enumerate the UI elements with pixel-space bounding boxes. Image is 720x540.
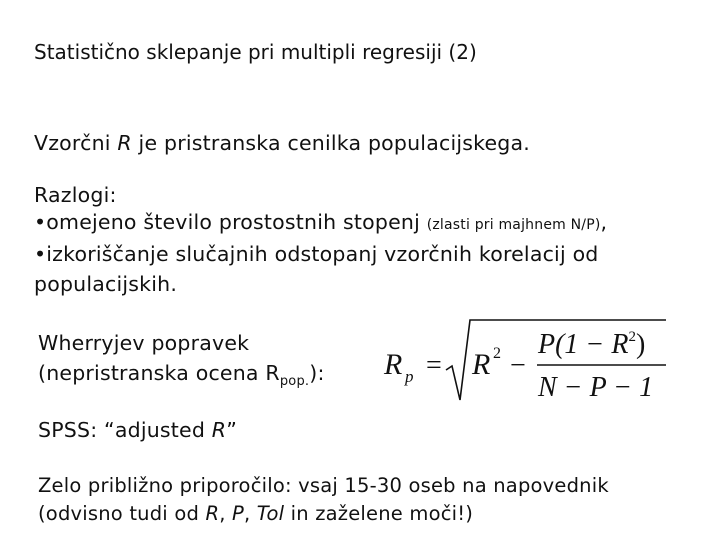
rec-text-2: in zaželene moči!) xyxy=(284,502,474,525)
reason-item-2: •izkoriščanje slučajnih odstopanj vzorčnih korelacij od xyxy=(34,242,599,266)
recommendation-line-2 xyxy=(38,502,473,525)
correction-end: ): xyxy=(309,361,325,385)
formula-denominator: N − P − 1 xyxy=(538,372,654,403)
reasons-heading: Razlogi: xyxy=(34,183,117,207)
correction-subscript: pop. xyxy=(279,374,310,389)
reason-1-note: (zlasti pri majhnem N/P) xyxy=(426,217,601,233)
statement-text-2: je pristranska cenilka populacijskega. xyxy=(131,131,530,155)
correction-text: (nepristranska ocena R xyxy=(38,361,280,385)
statement-var-r: R xyxy=(117,131,132,155)
formula-r2-sq: 2 xyxy=(493,345,501,362)
spss-text: SPSS: “adjusted xyxy=(38,418,212,442)
rec-text-1: (odvisno tudi od xyxy=(38,502,206,525)
formula-numerator xyxy=(537,329,645,360)
correction-line-2 xyxy=(38,361,325,389)
formula-r2: R xyxy=(472,348,491,381)
formula-lhs: R xyxy=(384,348,403,381)
spss-end: ” xyxy=(226,418,238,442)
rec-sep-1: , xyxy=(219,502,232,525)
formula-numerator-sq: 2 xyxy=(628,329,636,345)
formula-numerator-text: P(1 − R xyxy=(538,329,629,360)
spss-line xyxy=(38,418,237,442)
formula-lhs-sub: p xyxy=(405,367,414,386)
statement-line xyxy=(34,131,530,155)
wherry-formula xyxy=(380,318,680,404)
reason-item-2-cont: populacijskih. xyxy=(34,272,178,296)
rec-var-tol: Tol xyxy=(256,502,285,525)
formula-graphic xyxy=(380,318,680,404)
recommendation-line-1: Zelo približno priporočilo: vsaj 15-30 oseb na napovednik xyxy=(38,474,609,497)
reason-1-end: , xyxy=(600,210,608,234)
correction-line-1: Wherryjev popravek xyxy=(38,331,250,355)
formula-minus: − xyxy=(510,350,526,381)
statement-text-1: Vzorčni xyxy=(34,131,118,155)
reason-item-1 xyxy=(34,210,607,234)
slide-title: Statistično sklepanje pri multipli regresiji (2) xyxy=(34,40,477,64)
rec-sep-2: , xyxy=(243,502,257,525)
formula-equals: = xyxy=(426,350,442,381)
rec-var-r: R xyxy=(205,502,220,525)
rec-var-p: P xyxy=(232,502,244,525)
reason-1-text: •omejeno število prostostnih stopenj xyxy=(34,210,427,234)
formula-numerator-end: ) xyxy=(635,329,646,360)
spss-var-r: R xyxy=(211,418,227,442)
